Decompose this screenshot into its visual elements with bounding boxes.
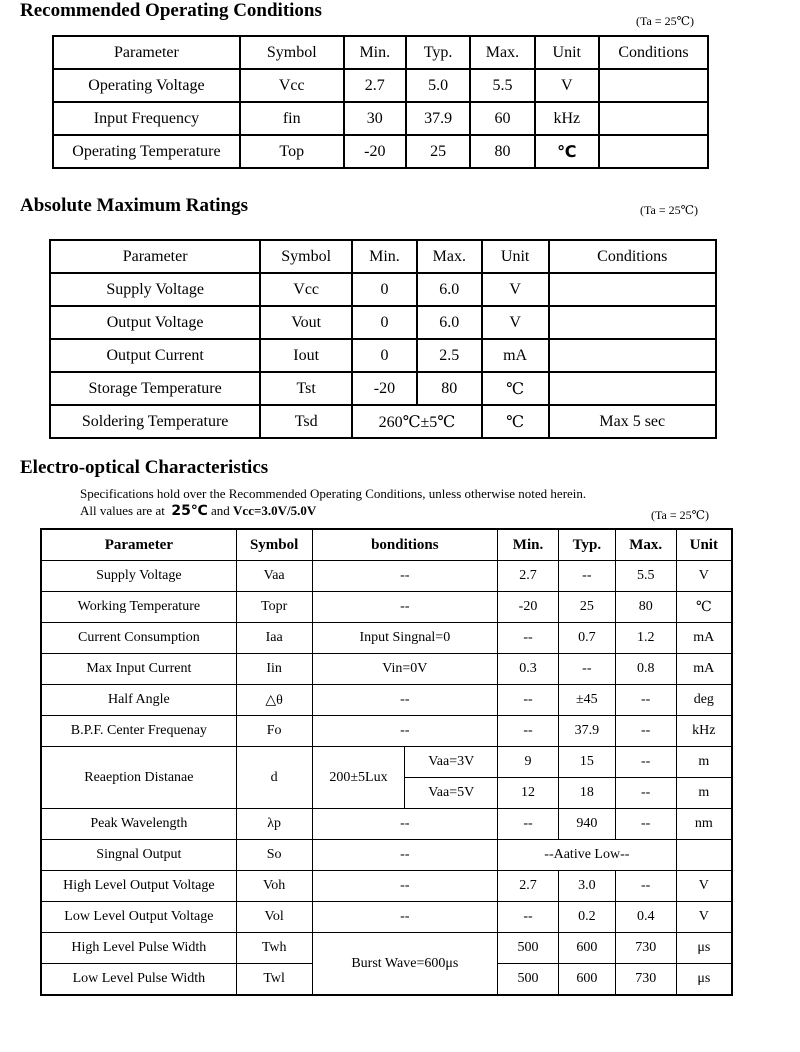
eo-note-1: Specifications hold over the Recommended Operating Conditions, unless otherwise noted herein.: [80, 486, 587, 501]
cell: [549, 273, 716, 306]
cell: High Level Pulse Width: [41, 933, 236, 964]
cell: 0.4: [615, 902, 676, 933]
cell: Input Frequency: [53, 102, 240, 135]
cell: Fo: [236, 716, 312, 747]
cell: λp: [236, 809, 312, 840]
cell: 260℃±5℃: [352, 405, 482, 438]
cell: Input Singnal=0: [312, 623, 498, 654]
header-cell: bonditions: [312, 529, 498, 561]
cell: --: [498, 902, 559, 933]
cell: --: [312, 561, 498, 592]
cell: High Level Output Voltage: [41, 871, 236, 902]
cell: 0.8: [615, 654, 676, 685]
cell: 730: [615, 933, 676, 964]
cell: Top: [240, 135, 344, 168]
header-cell: Symbol: [236, 529, 312, 561]
cell: --: [558, 561, 615, 592]
cell: Twl: [236, 964, 312, 996]
cell: Low Level Output Voltage: [41, 902, 236, 933]
cell: 3.0: [558, 871, 615, 902]
table-header-row: [53, 36, 708, 69]
cell: 5.0: [406, 69, 470, 102]
cell: Current Consumption: [41, 623, 236, 654]
cell: Voh: [236, 871, 312, 902]
cell: ℃: [482, 372, 549, 405]
eo-table: [40, 528, 733, 996]
cell: 30: [344, 102, 406, 135]
header-cell: Max.: [615, 529, 676, 561]
table-row: [50, 339, 716, 372]
cell: 0: [352, 306, 417, 339]
table-row: [53, 69, 708, 102]
cell: 80: [615, 592, 676, 623]
cell: 5.5: [615, 561, 676, 592]
cell: 0.3: [498, 654, 559, 685]
cell: --: [498, 716, 559, 747]
cell: Vaa: [236, 561, 312, 592]
cell: Max 5 sec: [549, 405, 716, 438]
cell: Vcc: [260, 273, 352, 306]
table-row: [50, 372, 716, 405]
header-cell: Max.: [417, 240, 482, 273]
cell: Burst Wave=600μs: [312, 933, 498, 996]
cell: 2.5: [417, 339, 482, 372]
header-cell: Parameter: [50, 240, 260, 273]
cell: Twh: [236, 933, 312, 964]
cell: --: [558, 654, 615, 685]
cell: 940: [558, 809, 615, 840]
cell: 0: [352, 339, 417, 372]
cell: 25: [406, 135, 470, 168]
cell: ℃: [676, 592, 732, 623]
cell: Operating Voltage: [53, 69, 240, 102]
header-cell: Min.: [344, 36, 406, 69]
table-row: [41, 902, 732, 933]
cell: fin: [240, 102, 344, 135]
table-header-row: [50, 240, 716, 273]
cell: 5.5: [470, 69, 534, 102]
cell: 500: [498, 964, 559, 996]
cell: -20: [352, 372, 417, 405]
cell: --: [498, 623, 559, 654]
table-row: [41, 809, 732, 840]
eo-title: Electro-optical Characteristics: [20, 457, 269, 478]
cell: 1.2: [615, 623, 676, 654]
header-cell: Min.: [352, 240, 417, 273]
header-cell: Typ.: [558, 529, 615, 561]
table-row: [41, 561, 732, 592]
header-cell: Unit: [535, 36, 599, 69]
cell: Reaeption Distanae: [41, 747, 236, 809]
cell: --: [312, 716, 498, 747]
abs-table: [49, 239, 717, 439]
cell: kHz: [535, 102, 599, 135]
cell: 15: [558, 747, 615, 778]
cell: Output Current: [50, 339, 260, 372]
header-cell: Symbol: [260, 240, 352, 273]
rec-ta-note: (Ta = 25℃): [636, 14, 695, 28]
cell: Topr: [236, 592, 312, 623]
cell: 25: [558, 592, 615, 623]
cell: Iout: [260, 339, 352, 372]
table-row: [41, 592, 732, 623]
cell: 60: [470, 102, 534, 135]
cell: 80: [417, 372, 482, 405]
cell: --: [312, 592, 498, 623]
cell: Iaa: [236, 623, 312, 654]
eo-note-2-vcc: Vcc=3.0V/5.0V: [233, 503, 317, 518]
cell: △θ: [236, 685, 312, 716]
cell: 6.0: [417, 306, 482, 339]
table-row: [53, 102, 708, 135]
cell: [599, 69, 708, 102]
cell: Singnal Output: [41, 840, 236, 871]
cell: 37.9: [558, 716, 615, 747]
cell: 730: [615, 964, 676, 996]
cell: [549, 339, 716, 372]
table-row: [50, 306, 716, 339]
cell: mA: [676, 654, 732, 685]
eo-note-2-temp: 25℃: [171, 503, 208, 519]
cell: [599, 102, 708, 135]
table-row: [41, 716, 732, 747]
cell: [549, 306, 716, 339]
cell: Vcc: [240, 69, 344, 102]
cell: Supply Voltage: [41, 561, 236, 592]
cell: --: [615, 747, 676, 778]
table-row: [41, 623, 732, 654]
cell: Vout: [260, 306, 352, 339]
cell: Max Input Current: [41, 654, 236, 685]
cell: mA: [482, 339, 549, 372]
cell: μs: [676, 964, 732, 996]
cell: Vol: [236, 902, 312, 933]
cell: ±45: [558, 685, 615, 716]
cell: -20: [344, 135, 406, 168]
cell: 0: [352, 273, 417, 306]
cell: Storage Temperature: [50, 372, 260, 405]
cell: 600: [558, 933, 615, 964]
cell: Output Voltage: [50, 306, 260, 339]
eo-note-2-and: and: [211, 503, 230, 518]
cell: Vin=0V: [312, 654, 498, 685]
cell: -20: [498, 592, 559, 623]
cell: mA: [676, 623, 732, 654]
cell: --: [312, 871, 498, 902]
header-cell: Max.: [470, 36, 534, 69]
header-cell: Min.: [498, 529, 559, 561]
eo-note-2: [80, 502, 316, 520]
cell: V: [676, 561, 732, 592]
cell: --Aative Low--: [498, 840, 677, 871]
cell: 80: [470, 135, 534, 168]
cell: μs: [676, 933, 732, 964]
cell: 2.7: [498, 561, 559, 592]
header-cell: Parameter: [41, 529, 236, 561]
table-row: [50, 405, 716, 438]
rec-table: [52, 35, 709, 169]
cell: --: [312, 840, 498, 871]
header-cell: Unit: [482, 240, 549, 273]
cell: --: [498, 685, 559, 716]
cell: Tst: [260, 372, 352, 405]
cell: [676, 840, 732, 871]
cell: V: [482, 306, 549, 339]
header-cell: Typ.: [406, 36, 470, 69]
cell: m: [676, 747, 732, 778]
rec-title: Recommended Operating Conditions: [20, 0, 322, 21]
cell: V: [482, 273, 549, 306]
cell: --: [615, 716, 676, 747]
cell: [599, 135, 708, 168]
cell: V: [676, 871, 732, 902]
cell: 0.7: [558, 623, 615, 654]
cell: --: [615, 685, 676, 716]
cell: Low Level Pulse Width: [41, 964, 236, 996]
header-cell: Conditions: [549, 240, 716, 273]
cell: ℃: [482, 405, 549, 438]
abs-title: Absolute Maximum Ratings: [20, 195, 249, 216]
eo-ta-note: (Ta = 25℃): [651, 508, 710, 522]
cell: 12: [498, 778, 559, 809]
cell: --: [615, 809, 676, 840]
cell: --: [312, 685, 498, 716]
abs-ta-note: (Ta = 25℃): [640, 203, 699, 217]
cell: Peak Wavelength: [41, 809, 236, 840]
table-row: [41, 840, 732, 871]
cell: 0.2: [558, 902, 615, 933]
cell: Working Temperature: [41, 592, 236, 623]
cell: --: [312, 902, 498, 933]
cell: So: [236, 840, 312, 871]
table-row: [41, 654, 732, 685]
cell: 2.7: [344, 69, 406, 102]
header-cell: Unit: [676, 529, 732, 561]
cell: 2.7: [498, 871, 559, 902]
table-row: [41, 871, 732, 902]
cell: 500: [498, 933, 559, 964]
cell: Supply Voltage: [50, 273, 260, 306]
cell: --: [498, 809, 559, 840]
cell: V: [535, 69, 599, 102]
header-cell: Symbol: [240, 36, 344, 69]
cell: Iin: [236, 654, 312, 685]
eo-note-2-prefix: All values are at: [80, 503, 165, 518]
cell: kHz: [676, 716, 732, 747]
table-row: [41, 933, 732, 964]
cell: Vaa=3V: [405, 747, 498, 778]
cell: V: [676, 902, 732, 933]
table-row: [41, 747, 732, 778]
cell: ℃: [535, 135, 599, 168]
cell: --: [312, 809, 498, 840]
cell: nm: [676, 809, 732, 840]
cell: 600: [558, 964, 615, 996]
cell: 9: [498, 747, 559, 778]
cell: Operating Temperature: [53, 135, 240, 168]
cell: 200±5Lux: [312, 747, 405, 809]
cell: 18: [558, 778, 615, 809]
cell: m: [676, 778, 732, 809]
table-row: [53, 135, 708, 168]
table-row: [41, 685, 732, 716]
cell: --: [615, 778, 676, 809]
cell: d: [236, 747, 312, 809]
cell: Tsd: [260, 405, 352, 438]
cell: Soldering Temperature: [50, 405, 260, 438]
cell: B.P.F. Center Frequenay: [41, 716, 236, 747]
cell: 6.0: [417, 273, 482, 306]
cell: 37.9: [406, 102, 470, 135]
cell: Half Angle: [41, 685, 236, 716]
cell: deg: [676, 685, 732, 716]
table-header-row: [41, 529, 732, 561]
cell: [549, 372, 716, 405]
table-row: [50, 273, 716, 306]
cell: --: [615, 871, 676, 902]
header-cell: Parameter: [53, 36, 240, 69]
header-cell: Conditions: [599, 36, 708, 69]
cell: Vaa=5V: [405, 778, 498, 809]
